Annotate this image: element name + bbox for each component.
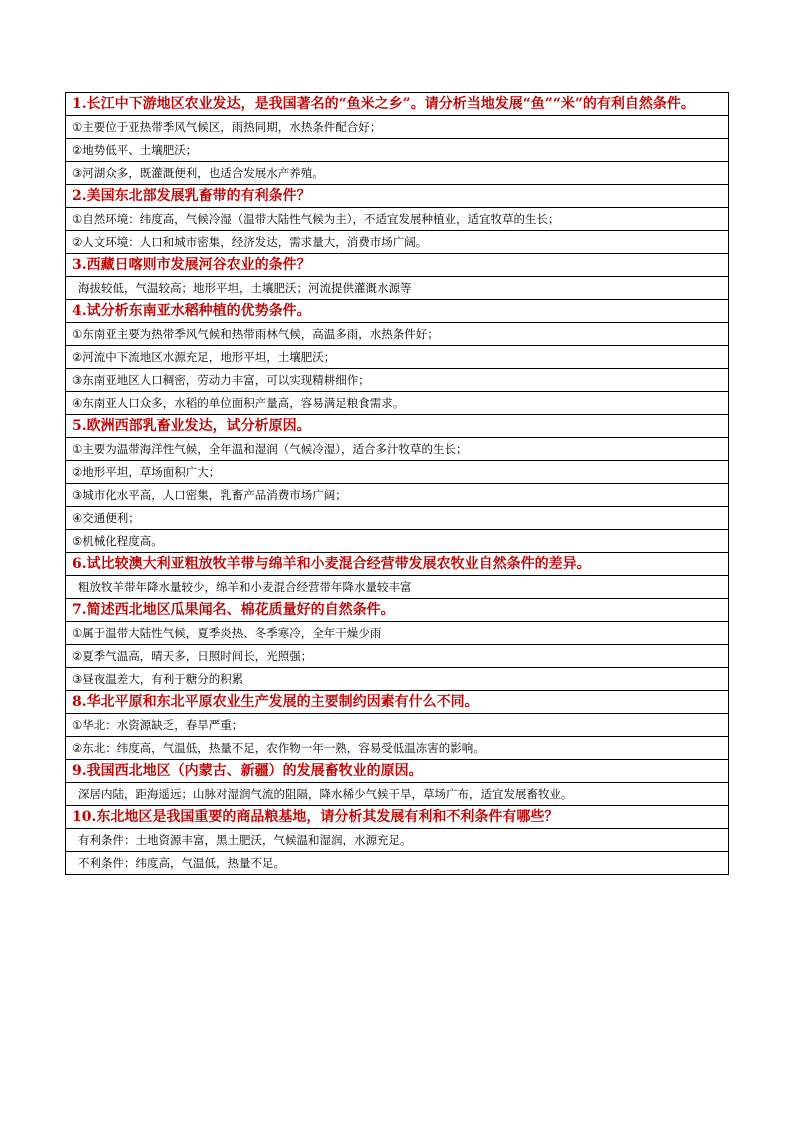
answer-line: ②东北：纬度高，气温低，热量不足，农作物一年一熟，容易受低温冻害的影响。 (66, 737, 729, 760)
question-row (66, 300, 729, 323)
question-text: 7.简述西北地区瓜果闻名、棉花质量好的自然条件。 (66, 599, 729, 622)
answer-line: 不利条件：纬度高，气温低，热量不足。 (66, 852, 729, 875)
answer-line: 粗放牧羊带年降水量较少，绵羊和小麦混合经营带年降水量较丰富 (66, 576, 729, 599)
answer-line: ②人文环境：人口和城市密集，经济发达，需求量大，消费市场广阔。 (66, 231, 729, 254)
answer-line: ③昼夜温差大，有利于糖分的积累 (66, 668, 729, 691)
answer-line: ③河湖众多，既灌溉便利，也适合发展水产养殖。 (66, 162, 729, 185)
question-row (66, 553, 729, 576)
answer-line: ②地形平坦，草场面积广大； (66, 461, 729, 484)
question-row (66, 185, 729, 208)
question-text: 8.华北平原和东北平原农业生产发展的主要制约因素有什么不同。 (66, 691, 729, 714)
question-row (66, 254, 729, 277)
qa-table (65, 92, 729, 875)
question-text: 5.欧洲西部乳畜业发达，试分析原因。 (66, 415, 729, 438)
answer-line: ①华北：水资源缺乏，春旱严重； (66, 714, 729, 737)
answer-line: ②夏季气温高，晴天多，日照时间长，光照强； (66, 645, 729, 668)
answer-row (66, 139, 729, 162)
answer-line: ①自然环境：纬度高，气候冷湿（温带大陆性气候为主），不适宜发展种植业，适宜牧草的生长； (66, 208, 729, 231)
answer-row (66, 622, 729, 645)
answer-row (66, 484, 729, 507)
answer-line: ①主要为温带海洋性气候，全年温和湿润（气候冷湿），适合多汁牧草的生长； (66, 438, 729, 461)
answer-line: 海拔较低，气温较高；地形平坦，土壤肥沃；河流提供灌溉水源等 (66, 277, 729, 300)
question-row (66, 415, 729, 438)
answer-line: ①东南亚主要为热带季风气候和热带雨林气候，高温多雨，水热条件好； (66, 323, 729, 346)
answer-row (66, 714, 729, 737)
answer-row (66, 392, 729, 415)
answer-row (66, 277, 729, 300)
answer-row (66, 346, 729, 369)
question-text: 3.西藏日喀则市发展河谷农业的条件？ (66, 254, 729, 277)
answer-line: 有利条件：土地资源丰富，黑土肥沃，气候温和湿润，水源充足。 (66, 829, 729, 852)
answer-line: ④东南亚人口众多，水稻的单位面积产量高，容易满足粮食需求。 (66, 392, 729, 415)
question-text: 6.试比较澳大利亚粗放牧羊带与绵羊和小麦混合经营带发展农牧业自然条件的差异。 (66, 553, 729, 576)
question-text: 2.美国东北部发展乳畜带的有利条件？ (66, 185, 729, 208)
answer-line: 深居内陆，距海遥远；山脉对湿润气流的阻隔，降水稀少气候干旱，草场广布，适宜发展畜牧业。 (66, 783, 729, 806)
answer-line: ⑤机械化程度高。 (66, 530, 729, 553)
question-text: 9.我国西北地区（内蒙古、新疆）的发展畜牧业的原因。 (66, 760, 729, 783)
answer-line: ③城市化水平高，人口密集，乳畜产品消费市场广阔； (66, 484, 729, 507)
answer-row (66, 208, 729, 231)
answer-row (66, 668, 729, 691)
answer-line: ④交通便利； (66, 507, 729, 530)
answer-row (66, 461, 729, 484)
answer-row (66, 162, 729, 185)
answer-row (66, 530, 729, 553)
answer-line: ②地势低平、土壤肥沃； (66, 139, 729, 162)
answer-row (66, 783, 729, 806)
answer-line: ③东南亚地区人口稠密，劳动力丰富，可以实现精耕细作； (66, 369, 729, 392)
question-row (66, 599, 729, 622)
answer-row (66, 852, 729, 875)
answer-row (66, 576, 729, 599)
answer-line: ①属于温带大陆性气候，夏季炎热、冬季寒冷，全年干燥少雨 (66, 622, 729, 645)
answer-row (66, 829, 729, 852)
answer-row (66, 231, 729, 254)
answer-line: ②河流中下流地区水源充足，地形平坦，土壤肥沃； (66, 346, 729, 369)
answer-row (66, 737, 729, 760)
qa-document (65, 92, 729, 875)
answer-row (66, 369, 729, 392)
answer-line: ①主要位于亚热带季风气候区，雨热同期，水热条件配合好； (66, 116, 729, 139)
question-row (66, 93, 729, 116)
question-text: 4.试分析东南亚水稻种植的优势条件。 (66, 300, 729, 323)
question-row (66, 760, 729, 783)
answer-row (66, 645, 729, 668)
question-text: 1.长江中下游地区农业发达，是我国著名的“鱼米之乡”。请分析当地发展“鱼”“米”的有利自然条件。 (66, 93, 729, 116)
question-row (66, 691, 729, 714)
question-row (66, 806, 729, 829)
answer-row (66, 438, 729, 461)
answer-row (66, 323, 729, 346)
answer-row (66, 507, 729, 530)
question-text: 10.东北地区是我国重要的商品粮基地，请分析其发展有利和不利条件有哪些？ (66, 806, 729, 829)
answer-row (66, 116, 729, 139)
